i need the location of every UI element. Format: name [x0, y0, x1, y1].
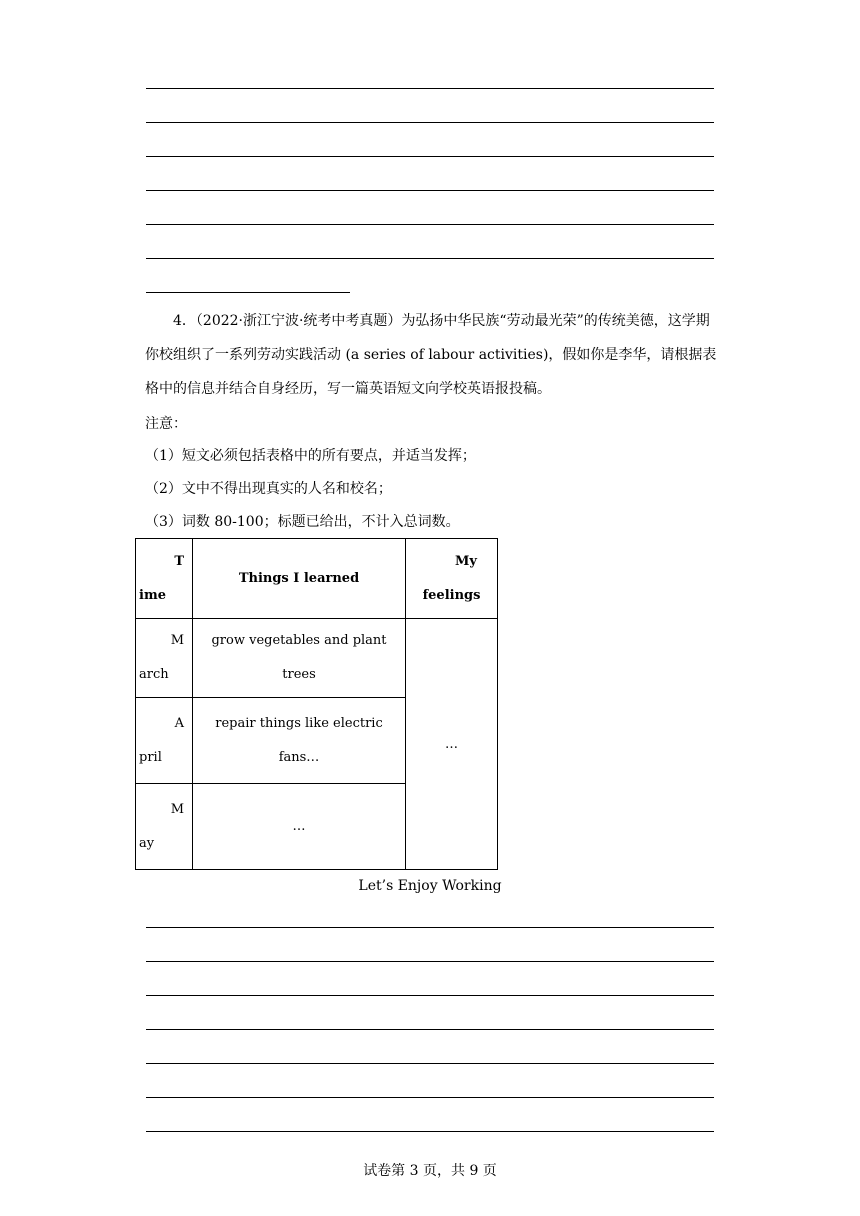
feelings-cell: … — [406, 619, 498, 870]
month-part: ay — [139, 835, 155, 851]
things-text: trees — [282, 667, 316, 682]
table-header-row — [136, 539, 498, 619]
notes-label: 注意： — [145, 416, 187, 432]
answer-line — [146, 156, 714, 157]
month-cell — [136, 619, 193, 698]
answer-line — [146, 1029, 714, 1030]
month-part: arch — [139, 667, 169, 682]
things-cell — [193, 619, 406, 698]
header-feelings-part: My — [455, 553, 477, 569]
answer-line-short — [146, 292, 350, 293]
answer-line — [146, 1097, 714, 1098]
answer-line — [146, 224, 714, 225]
month-part: M — [170, 801, 184, 817]
answer-line — [146, 122, 714, 123]
essay-title: Let’s Enjoy Working — [358, 878, 502, 894]
answer-line — [146, 190, 714, 191]
things-cell — [193, 698, 406, 784]
answer-line — [146, 258, 714, 259]
page-footer: 试卷第 3 页，共 9 页 — [363, 1163, 497, 1179]
note-item: （3）词数 80-100；标题已给出，不计入总词数。 — [145, 514, 460, 530]
month-cell — [136, 784, 193, 870]
header-things: Things I learned — [193, 539, 406, 619]
answer-line — [146, 88, 714, 89]
header-time-part: ime — [139, 587, 166, 603]
things-text: grow vegetables and plant — [211, 633, 387, 648]
month-part: M — [170, 633, 184, 648]
answer-line — [146, 961, 714, 962]
header-feelings-part: feelings — [422, 587, 481, 603]
note-item: （1）短文必须包括表格中的所有要点，并适当发挥； — [145, 448, 476, 464]
things-text: fans… — [278, 749, 320, 765]
question-text: 为弘扬中华民族“劳动最光荣”的传统美德，这学期你校组织了一系列劳动实践活动 (a series of labour activities)，假如你是李华，请根据表格中的信息并结合自身经历，写一篇英语短文向学校英语报投稿。 — [145, 313, 717, 397]
month-part: pril — [139, 749, 162, 765]
info-table — [135, 538, 498, 870]
things-text: repair things like electric — [215, 715, 383, 731]
answer-line — [146, 995, 714, 996]
answer-line — [146, 927, 714, 928]
header-feelings — [406, 539, 498, 619]
question-number-source: 4．（2022·浙江宁波·统考中考真题） — [173, 313, 402, 329]
answer-line — [146, 1063, 714, 1064]
header-time-part: T — [174, 553, 184, 569]
month-cell — [136, 698, 193, 784]
answer-line — [146, 1131, 714, 1132]
month-part: A — [174, 715, 184, 731]
note-item: （2）文中不得出现真实的人名和校名； — [145, 481, 392, 497]
table-row — [136, 619, 498, 698]
header-time — [136, 539, 193, 619]
question-prompt — [145, 304, 717, 406]
things-cell: … — [193, 784, 406, 870]
